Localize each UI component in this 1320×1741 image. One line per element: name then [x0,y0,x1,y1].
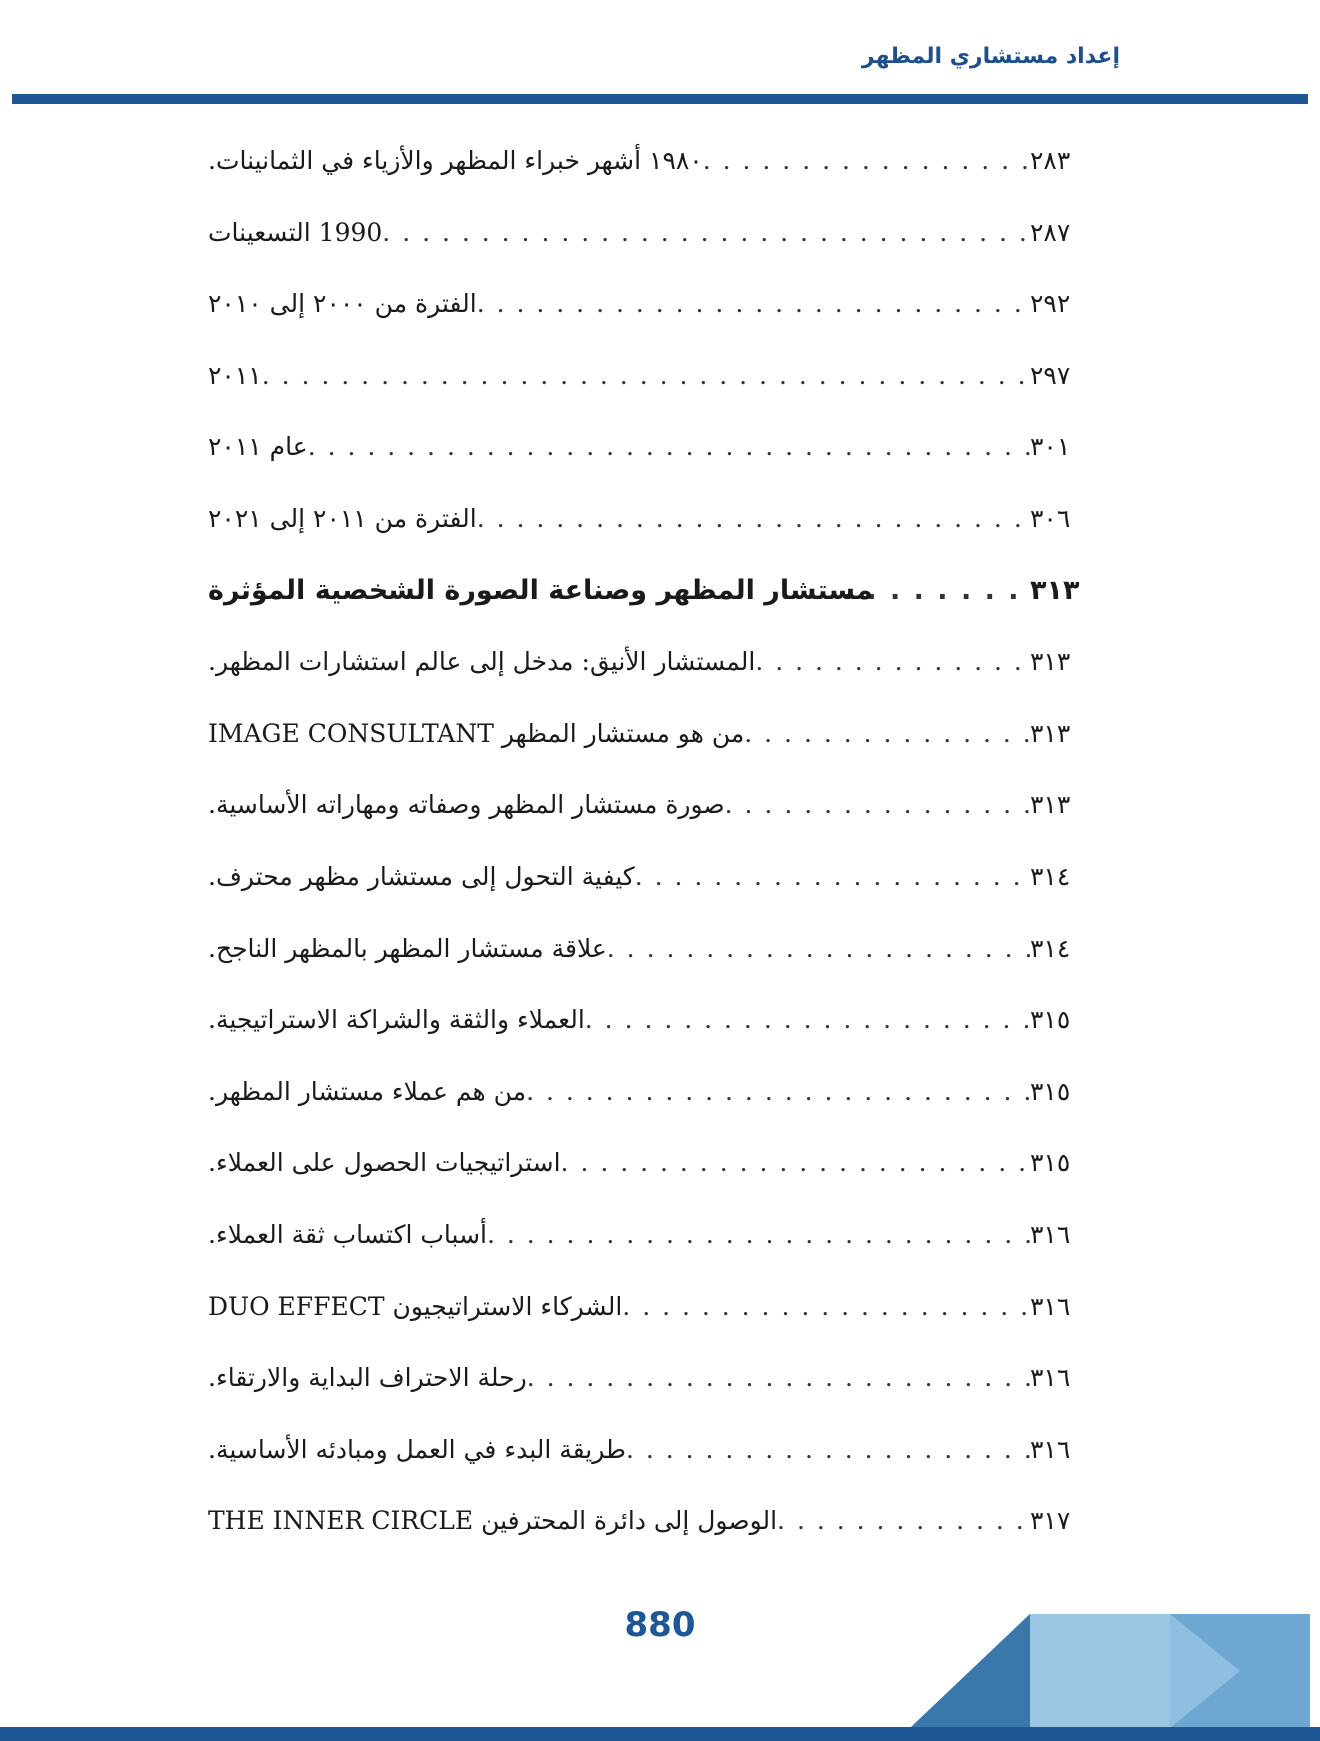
toc-entry-page: ٣١٣ [1030,718,1071,748]
toc-entry-page: ٣١٥ [1030,1148,1071,1178]
dot-leader [622,1281,1030,1333]
toc-entry-page: ٣١٤ [1030,933,1071,963]
toc-entry-page: ٢٩٧ [1030,360,1071,390]
toc-entry-title: كيفية التحول إلى مستشار مظهر محترف. [208,861,635,891]
toc-entry-page: ٣١٤ [1030,861,1071,891]
dot-leader [755,636,1030,688]
header-divider [12,94,1308,104]
toc-entry[interactable] [200,708,1088,780]
toc-entry-title: 1990 التسعينات [208,217,383,247]
dot-leader [561,1137,1030,1189]
toc-entry-page: ٣١٦ [1030,1291,1071,1321]
toc-entry-page: ٢٨٣ [1030,146,1071,175]
toc-entry-title: صورة مستشار المظهر وصفاته ومهاراته الأساسية. [208,790,725,820]
toc-entry-title: الوصول إلى دائرة المحترفين THE INNER CIRCLE [208,1506,778,1536]
dot-leader [526,1066,1030,1118]
toc-entry-title: استراتيجيات الحصول على العملاء. [208,1148,561,1178]
dot-leader [382,207,1030,259]
dot-leader [262,350,1030,402]
toc-entry-title: الشركاء الاستراتيجيون DUO EFFECT [208,1291,623,1321]
dot-leader [626,1424,1030,1476]
toc-entry-page: ٣١٣ [1030,574,1080,606]
toc-entry-title: الفترة من ٢٠٠٠ إلى ٢٠١٠ [208,289,477,319]
toc-entry-page: ٣١٦ [1030,1434,1071,1464]
dot-leader [477,493,1030,545]
toc-entry[interactable] [200,1209,1088,1281]
toc-entry[interactable] [200,421,1088,493]
toc-entry-title: ٢٠١١ [208,360,262,390]
toc-entry-page: ٣١٥ [1030,1005,1071,1035]
page-number: 880 [624,1605,696,1645]
running-header-title: إعداد مستشاري المظهر [861,44,1120,69]
toc-entry[interactable] [200,636,1088,708]
toc-entry[interactable] [200,1352,1088,1424]
toc-entry[interactable] [200,1495,1088,1567]
toc-entry[interactable] [200,1424,1088,1496]
toc-section-heading[interactable] [200,565,1088,637]
toc-entry-title: من هم عملاء مستشار المظهر. [208,1076,527,1106]
toc-entry-page: ٢٨٧ [1030,217,1071,247]
dot-leader [477,278,1030,330]
dot-leader [703,135,1030,187]
toc-entry[interactable] [200,1066,1088,1138]
toc-entry[interactable] [200,923,1088,995]
toc-entry-title: العملاء والثقة والشراكة الاستراتيجية. [208,1005,585,1035]
toc-entry-title: الفترة من ٢٠١١ إلى ٢٠٢١ [208,503,477,533]
dot-leader [607,923,1030,975]
toc-entry-title: المستشار الأنيق: مدخل إلى عالم استشارات المظهر. [208,647,756,677]
dot-leader [744,708,1030,760]
toc-entry-title: ١٩٨٠ أشهر خبراء المظهر والأزياء في الثمانينات. [208,146,703,175]
toc-entry[interactable] [200,1281,1088,1353]
toc-entry[interactable] [200,493,1088,565]
toc-entry[interactable] [200,278,1088,350]
toc-entry-title: علاقة مستشار المظهر بالمظهر الناجح. [208,933,607,963]
toc-entry[interactable] [200,851,1088,923]
toc-entry[interactable] [200,994,1088,1066]
toc-entry[interactable] [200,350,1088,422]
toc-entry-title: طريقة البدء في العمل ومبادئه الأساسية. [208,1434,626,1464]
dot-leader [725,779,1030,831]
dot-leader [527,1352,1030,1404]
toc-entry[interactable] [200,135,1088,207]
toc-entry-title: أسباب اكتساب ثقة العملاء. [208,1219,487,1249]
toc-entry-title: من هو مستشار المظهر IMAGE CONSULTANT [208,718,745,748]
corner-decoration-graphic [910,1614,1310,1728]
dot-leader [585,994,1030,1046]
footer-bar [0,1727,1320,1741]
dot-leader [777,1495,1030,1547]
toc-entry-page: ٣١٣ [1030,790,1071,820]
toc-entry-title: رحلة الاحتراف البداية والارتقاء. [208,1363,527,1393]
dot-leader [308,421,1030,473]
toc-entry-page: ٣١٥ [1030,1076,1071,1106]
toc-entry-page: ٣١٧ [1030,1506,1071,1536]
toc-entry[interactable] [200,779,1088,851]
dot-leader [487,1209,1030,1261]
dot-leader [635,851,1030,903]
toc-entry-title: عام ٢٠١١ [208,432,308,462]
toc-entry-page: ٣٠١ [1030,432,1071,462]
table-of-contents [200,135,1088,1567]
toc-entry-page: ٣١٣ [1030,647,1071,677]
toc-entry-page: ٣١٦ [1030,1219,1071,1249]
toc-entry-title: مستشار المظهر وصناعة الصورة الشخصية المؤثرة [208,574,873,606]
toc-entry-page: ٣١٦ [1030,1363,1071,1393]
toc-entry[interactable] [200,207,1088,279]
toc-entry-page: ٢٩٢ [1030,289,1071,319]
toc-entry-page: ٣٠٦ [1030,503,1071,533]
toc-entry[interactable] [200,1137,1088,1209]
